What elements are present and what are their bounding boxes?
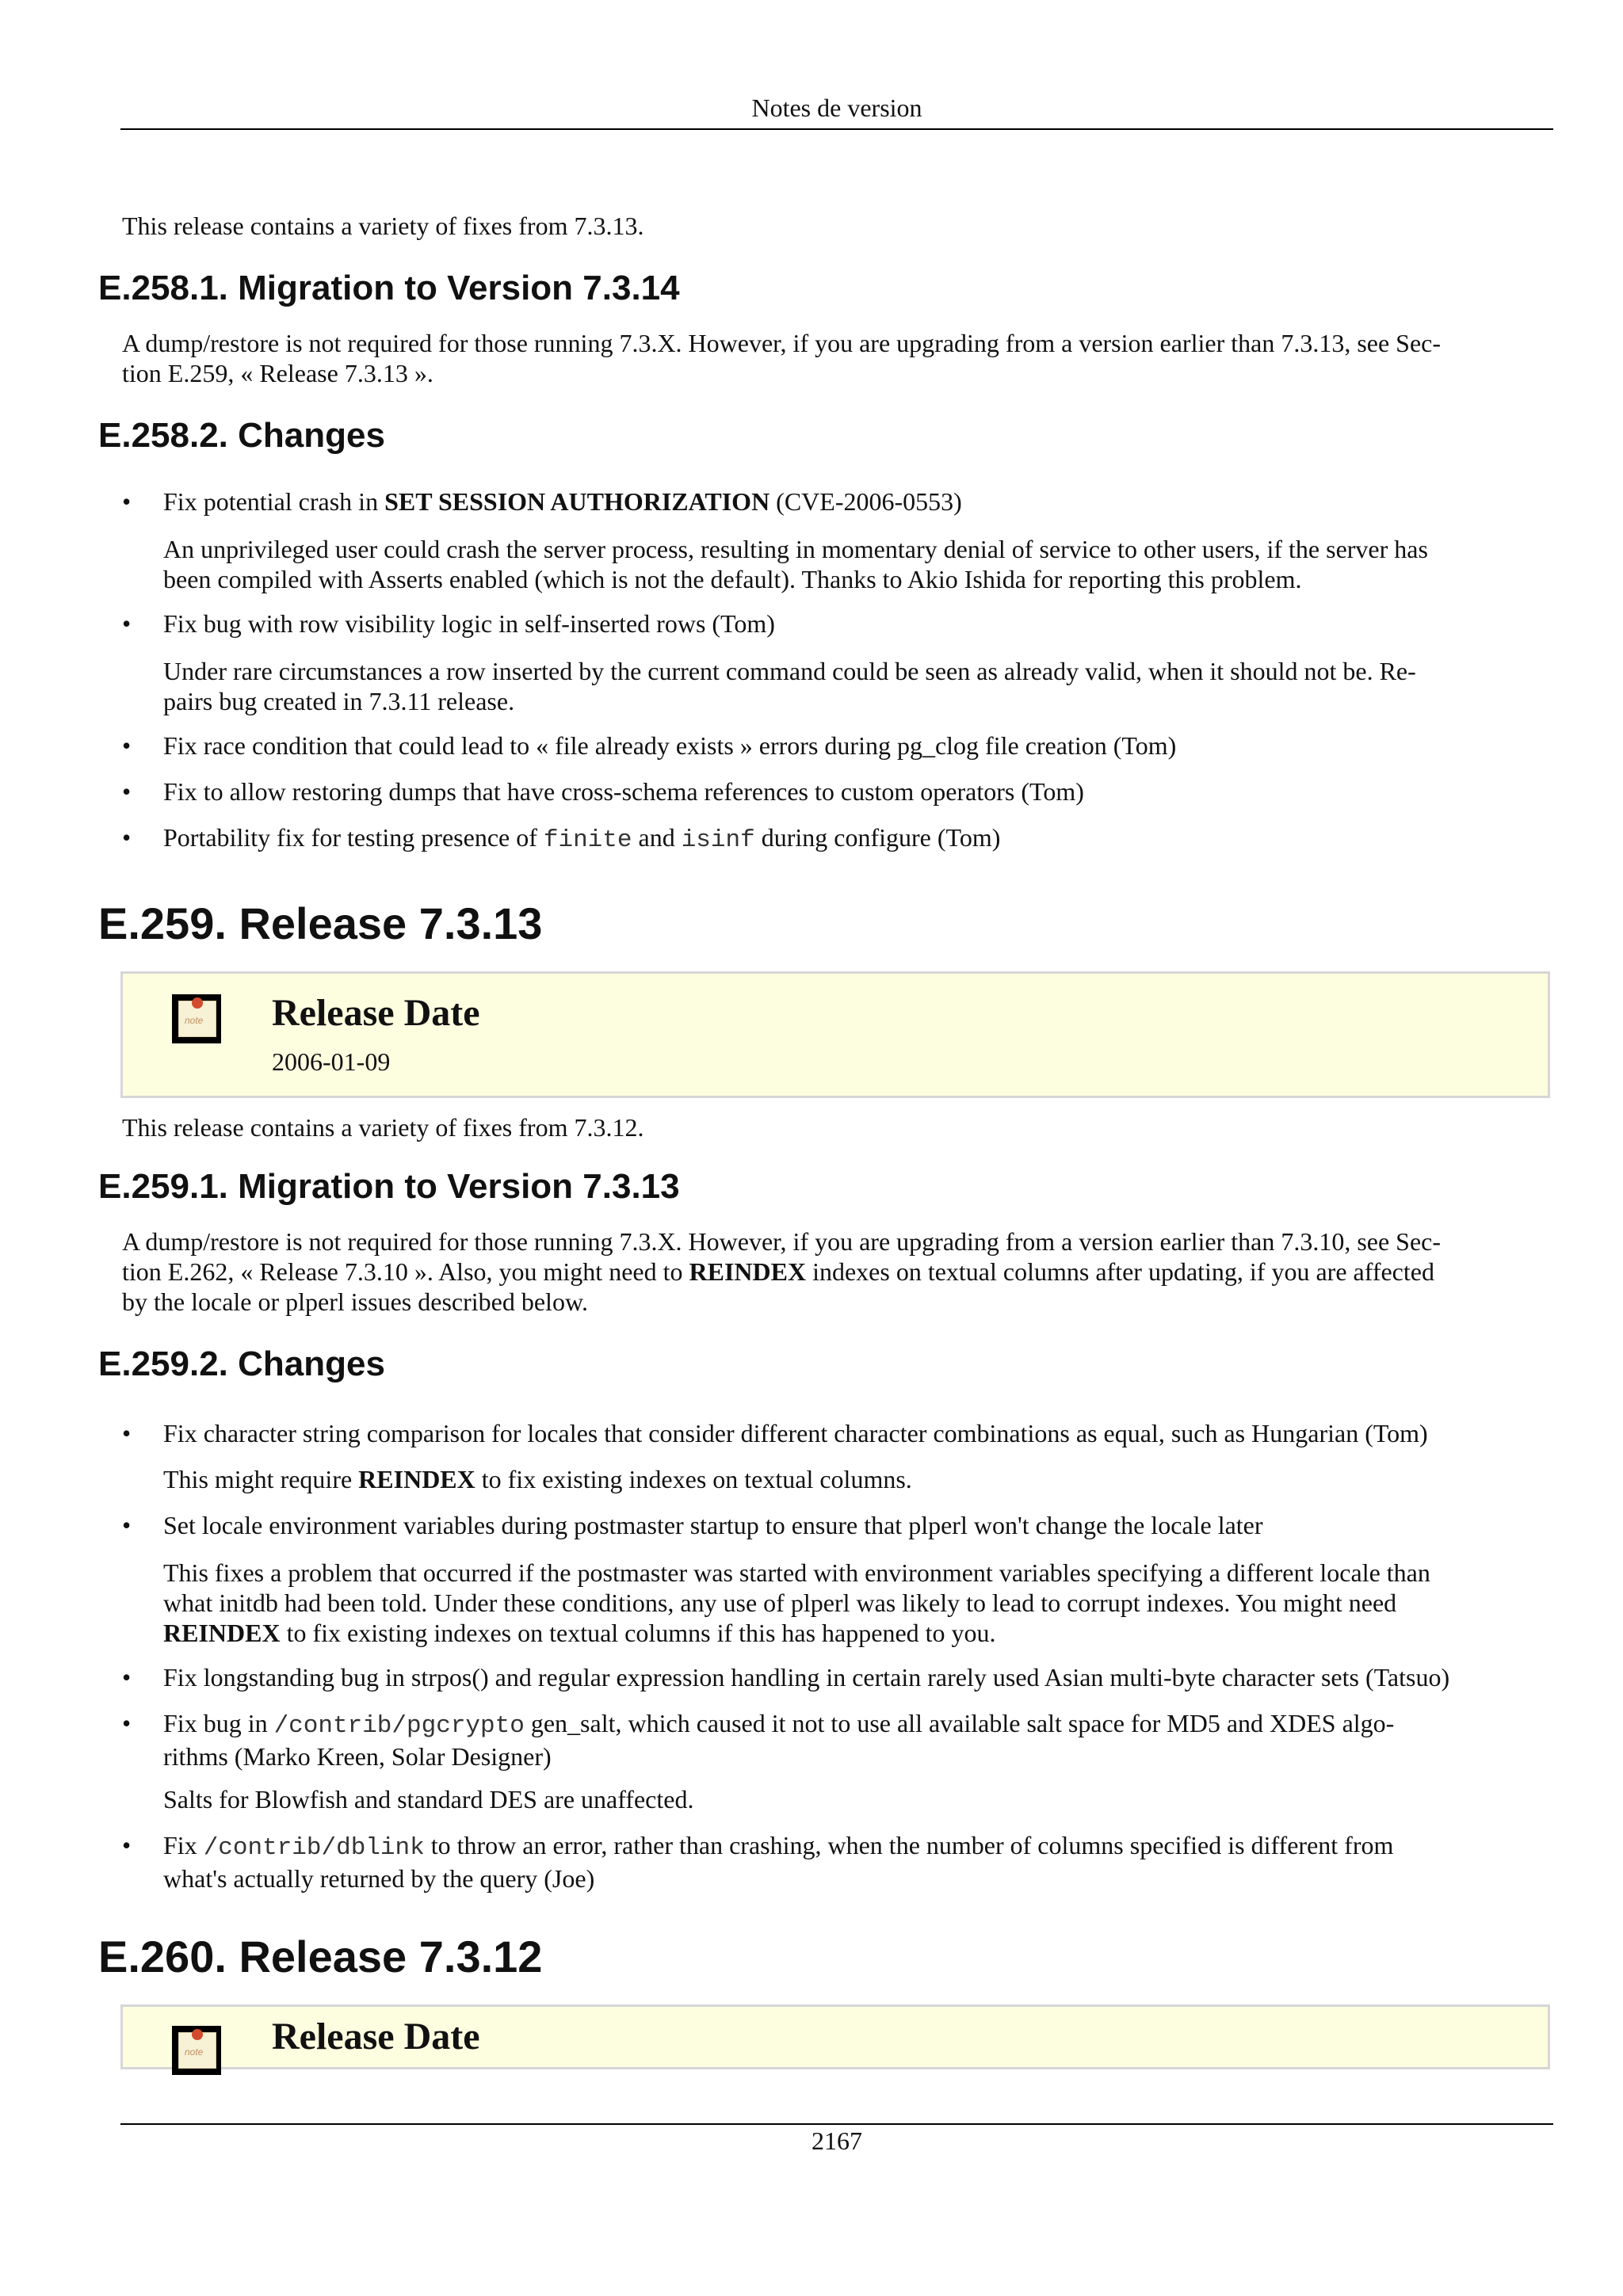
migration-paragraph-7-3-14 (122, 328, 1552, 388)
list-item-text: Fix character string comparison for locales that consider different character combinations as equal, such as Hungarian (Tom) (163, 1419, 1428, 1447)
paragraph-line: tion E.259, « Release 7.3.13 ». (122, 359, 433, 387)
page-footer (120, 2126, 1553, 2156)
section-heading-e259-2: E.259.2. Changes (98, 1344, 385, 1383)
code-path: /contrib/dblink (203, 1834, 425, 1862)
header-title: Notes de version (751, 93, 922, 122)
bullet-icon: • (122, 487, 132, 516)
footer-divider (120, 2123, 1553, 2125)
note-title: Release Date (272, 2016, 480, 2058)
bullet-icon: • (122, 1663, 132, 1691)
list-item-detail: This might require REINDEX to fix existing indexes on textual columns. (163, 1465, 912, 1493)
list-item-text: Fix bug with row visibility logic in self-inserted rows (Tom) (163, 609, 775, 638)
bullet-icon: • (122, 1419, 132, 1447)
section-heading-e258-1: E.258.1. Migration to Version 7.3.14 (98, 269, 680, 307)
bullet-icon: • (122, 1709, 132, 1737)
list-item-text: Fix /contrib/dblink to throw an error, rather than crashing, when the number of columns specified is different from what's actually returned by the query (Joe) (163, 1831, 1394, 1893)
list-item-detail: Salts for Blowfish and standard DES are unaffected. (163, 1785, 694, 1814)
list-item-text: Fix to allow restoring dumps that have cross-schema references to custom operators (Tom) (163, 777, 1084, 806)
section-heading-e259-1: E.259.1. Migration to Version 7.3.13 (98, 1167, 680, 1206)
list-item-text: Fix potential crash in SET SESSION AUTHORIZATION (CVE-2006-0553) (163, 487, 962, 516)
note-title: Release Date (272, 992, 480, 1034)
bullet-icon: • (122, 1511, 132, 1539)
bullet-icon: • (122, 609, 132, 638)
release-date-note (120, 2004, 1550, 2069)
paragraph-line: A dump/restore is not required for those running 7.3.X. However, if you are upgrading from a version earlier than 7.3.13, see Sec- (122, 329, 1442, 357)
release-date-value: 2006-01-09 (272, 1047, 391, 1076)
list-item-text: Fix longstanding bug in strpos() and regular expression handling in certain rarely used Asian multi-byte character sets (Tatsuo) (163, 1663, 1450, 1691)
migration-paragraph-7-3-13: A dump/restore is not required for those running 7.3.X. However, if you are upgrading from a version earlier than 7.3.10, see Sec- tion E.262, « Release 7.3.10 ». Also, you might need to REINDEX indexes on textual columns after updating, if you are affected by the locale or plperl issues described below. (122, 1227, 1442, 1316)
bullet-icon: • (122, 1831, 132, 1859)
sql-command: SET SESSION AUTHORIZATION (384, 487, 770, 516)
code-path: /contrib/pgcrypto (273, 1712, 525, 1740)
note-icon: note (172, 994, 221, 1043)
release-date-note (120, 971, 1550, 1098)
list-item-text: Set locale environment variables during postmaster startup to ensure that plperl won't change the locale later (163, 1511, 1263, 1539)
list-item-detail: Under rare circumstances a row inserted by the current command could be seen as already valid, when it should not be. Re- pairs bug created in 7.3.11 release. (163, 657, 1416, 715)
release-intro-paragraph: This release contains a variety of fixes from 7.3.12. (122, 1113, 644, 1142)
bullet-icon: • (122, 777, 132, 806)
section-heading-e259: E.259. Release 7.3.13 (98, 898, 543, 948)
intro-paragraph: This release contains a variety of fixes from 7.3.13. (122, 212, 644, 240)
note-icon: note (172, 2026, 221, 2075)
page-number: 2167 (812, 2126, 862, 2155)
code-finite: finite (543, 826, 632, 854)
list-item-detail: This fixes a problem that occurred if the postmaster was started with environment variables specifying a different locale than what initdb had been told. Under these conditions, any use of plperl was likely to lead to corrupt indexes. You might need REINDEX to fix existing indexes on textual columns if this has happened to you. (163, 1558, 1430, 1647)
bullet-icon: • (122, 731, 132, 760)
bullet-icon: • (122, 823, 132, 852)
page-header (120, 93, 1553, 130)
code-isinf: isinf (681, 826, 755, 854)
section-heading-e258-2: E.258.2. Changes (98, 416, 385, 455)
sql-command: REINDEX (689, 1257, 807, 1286)
list-item-text: Fix bug in /contrib/pgcrypto gen_salt, which caused it not to use all available salt space for MD5 and XDES algo- rithms (Marko Kreen, Solar Designer) (163, 1709, 1395, 1771)
list-item-text: Fix race condition that could lead to « file already exists » errors during pg_clog file creation (Tom) (163, 731, 1177, 760)
list-item-text: Portability fix for testing presence of finite and isinf during configure (Tom) (163, 823, 1001, 854)
list-item-detail: An unprivileged user could crash the server process, resulting in momentary denial of service to other users, if the server has been compiled with Asserts enabled (which is not the default). Thanks to Akio Ishida for reporting this problem. (163, 535, 1428, 593)
sql-command: REINDEX (163, 1619, 281, 1647)
section-heading-e260: E.260. Release 7.3.12 (98, 1932, 543, 1981)
sql-command: REINDEX (358, 1465, 475, 1493)
